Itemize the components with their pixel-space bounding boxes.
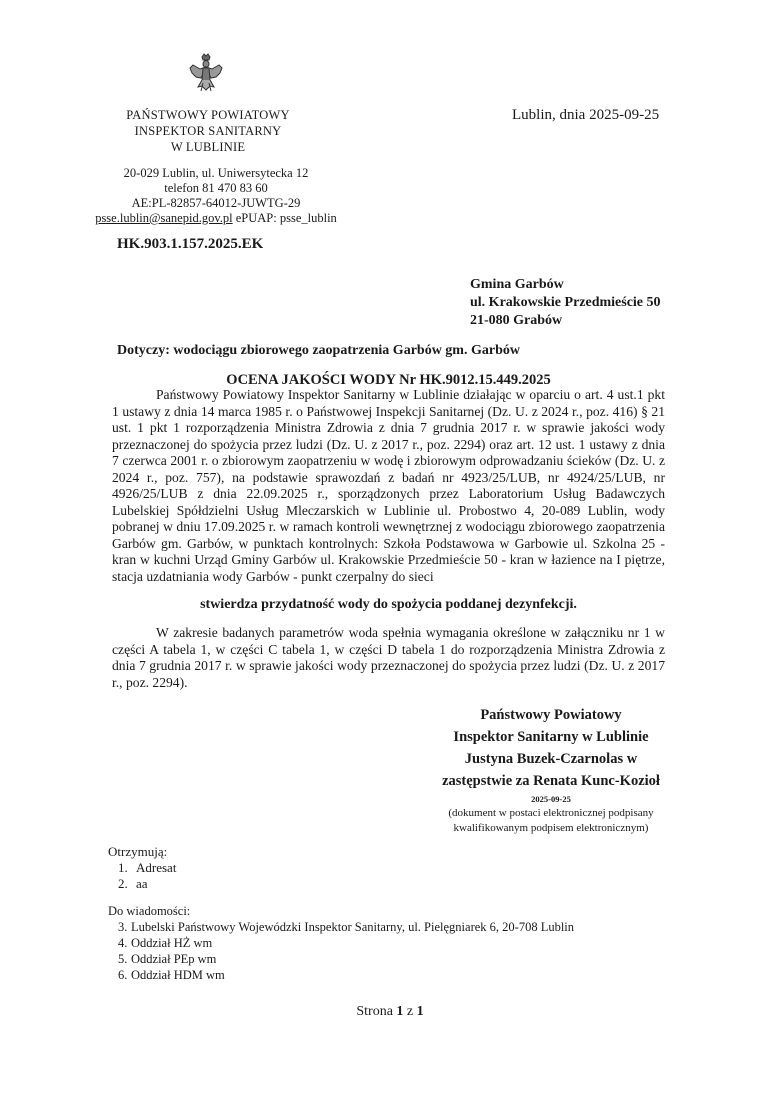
email-epuap-line: [86, 211, 346, 226]
signature-date: 2025-09-25: [531, 794, 571, 804]
recipient-line: Gmina Garbów: [470, 277, 564, 292]
address-line: 20-029 Lublin, ul. Uniwersytecka 12: [123, 166, 309, 180]
list-number: 6.: [118, 968, 128, 982]
signature-block: [416, 704, 686, 836]
signature-line: Państwowy Powiatowy: [480, 707, 622, 723]
page-of: z: [406, 1004, 414, 1019]
subject-line: Dotyczy: wodociągu zbiorowego zaopatrzenia Garbów gm. Garbów: [117, 343, 520, 358]
list-item: [108, 967, 574, 983]
place-date: Lublin, dnia 2025-09-25: [512, 107, 660, 123]
list-number: 3.: [118, 920, 128, 934]
cc-list: [108, 903, 574, 983]
signature-line: Justyna Buzek-Czarnolas w: [464, 751, 638, 767]
page-number: 1: [396, 1004, 404, 1019]
recipient-line: 21-080 Grabów: [470, 313, 563, 328]
list-item: [108, 951, 574, 967]
list-item: [108, 935, 574, 951]
authority-line: PAŃSTWOWY POWIATOWY: [126, 108, 290, 122]
list-text: Lubelski Państwowy Wojewódzki Inspektor Sanitarny, ul. Pielęgniarek 6, 20-708 Lublin: [131, 920, 575, 934]
list-text: Oddział HDM wm: [131, 968, 225, 982]
list-text: Adresat: [136, 860, 177, 875]
phone-line: telefon 81 470 83 60: [164, 181, 268, 195]
list-number: 5.: [118, 952, 128, 966]
authority-line: INSPEKTOR SANITARNY: [134, 124, 282, 138]
determination-statement: stwierdza przydatność wody do spożycia poddanej dezynfekcji.: [200, 597, 577, 612]
signature-line: zastępstwie za Renata Kunc-Kozioł: [442, 773, 660, 789]
recipients-list: [108, 844, 176, 892]
authority-name: [100, 107, 316, 155]
email-link[interactable]: psse.lublin@sanepid.gov.pl: [95, 211, 233, 225]
signature-note: [416, 806, 686, 836]
recipient-address: [470, 276, 661, 330]
list-number: 4.: [118, 936, 128, 950]
document-title: OCENA JAKOŚCI WODY Nr HK.9012.15.449.2025: [226, 372, 551, 388]
cc-label: Do wiadomości:: [108, 904, 191, 918]
page-footer: [0, 1004, 780, 1020]
list-number: 2.: [118, 876, 128, 891]
body-paragraph: Państwowy Powiatowy Inspektor Sanitarny w Lublinie działając w oparciu o art. 4 ust.1 pkt 1 ustawy z dnia 14 marca 1985 r. o Państwowej Inspekcji Sanitarnej (Dz. U. z 2024 r., poz. 416) § 21 ust. 1 pkt 1 rozporządzenia Ministra Zdrowia z dnia 7 grudnia 2017 r. w sprawie jakości wody przeznaczonej do spożycia przez ludzi (Dz. U. z 2017 r., poz. 2294) oraz art. 12 ust. 1 ustawy z dnia 7 czerwca 2001 r. o zbiorowym zaopatrzeniu w wodę i zbiorowym odprowadzaniu ścieków (Dz. U. z 2024 r., poz. 757), na podstawie sprawozdań z badań nr 4923/25/LUB, nr 4924/25/LUB, nr 4926/25/LUB z dnia 22.09.2025 r., sporządzonych przez Laboratorium Usług Badawczych Lubelskiej Spółdzielni Usług Mleczarskich w Lublinie ul. Probostwo 4, 20-089 Lublin, wody pobranej w dniu 17.09.2025 r. w ramach kontroli wewnętrznej z wodociągu zbiorowego zaopatrzenia Garbów gm. Garbów, w punktach kontrolnych: Szkoła Podstawowa w Garbowie ul. Szkolna 25 - kran w kuchni Urząd Gminy Garbów ul. Krakowskie Przedmieście 50 - kran w łazience na I piętrze, stacja uzdatniania wody Garbów - punkt czerpalny do sieci: [112, 387, 665, 584]
list-item: [108, 860, 176, 876]
page-total: 1: [416, 1004, 424, 1019]
signature-line: Inspektor Sanitarny w Lublinie: [453, 729, 649, 745]
epuap-text: ePUAP: psse_lublin: [232, 211, 337, 225]
eagle-emblem-icon: [186, 53, 226, 93]
signature-note-line: (dokument w postaci elektronicznej podpisany: [448, 807, 654, 819]
ae-line: AE:PL-82857-64012-JUWTG-29: [131, 196, 301, 210]
list-item: [108, 876, 176, 892]
page-word: Strona: [356, 1004, 393, 1019]
list-text: Oddział HŻ wm: [131, 936, 213, 950]
list-text: aa: [136, 876, 148, 891]
recipient-line: ul. Krakowskie Przedmieście 50: [470, 295, 661, 310]
list-text: Oddział PEp wm: [131, 952, 217, 966]
recipients-label: Otrzymują:: [108, 844, 168, 859]
list-number: 1.: [118, 860, 128, 875]
reference-number: HK.903.1.157.2025.EK: [117, 236, 264, 252]
body-paragraph: W zakresie badanych parametrów woda spełnia wymagania określone w załączniku nr 1 w części A tabela 1, w części C tabela 1, w części D tabela 1 do rozporządzenia Ministra Zdrowia z dnia 7 grudnia 2017 r. w sprawie jakości wody przeznaczonej do spożycia przez ludzi (Dz. U. z 2017 r., poz. 2294).: [112, 625, 665, 690]
list-item: [108, 919, 574, 935]
contact-block: [86, 166, 346, 226]
signature-note-line: kwalifikowanym podpisem elektronicznym): [453, 822, 649, 834]
authority-line: W LUBLINIE: [170, 140, 246, 154]
